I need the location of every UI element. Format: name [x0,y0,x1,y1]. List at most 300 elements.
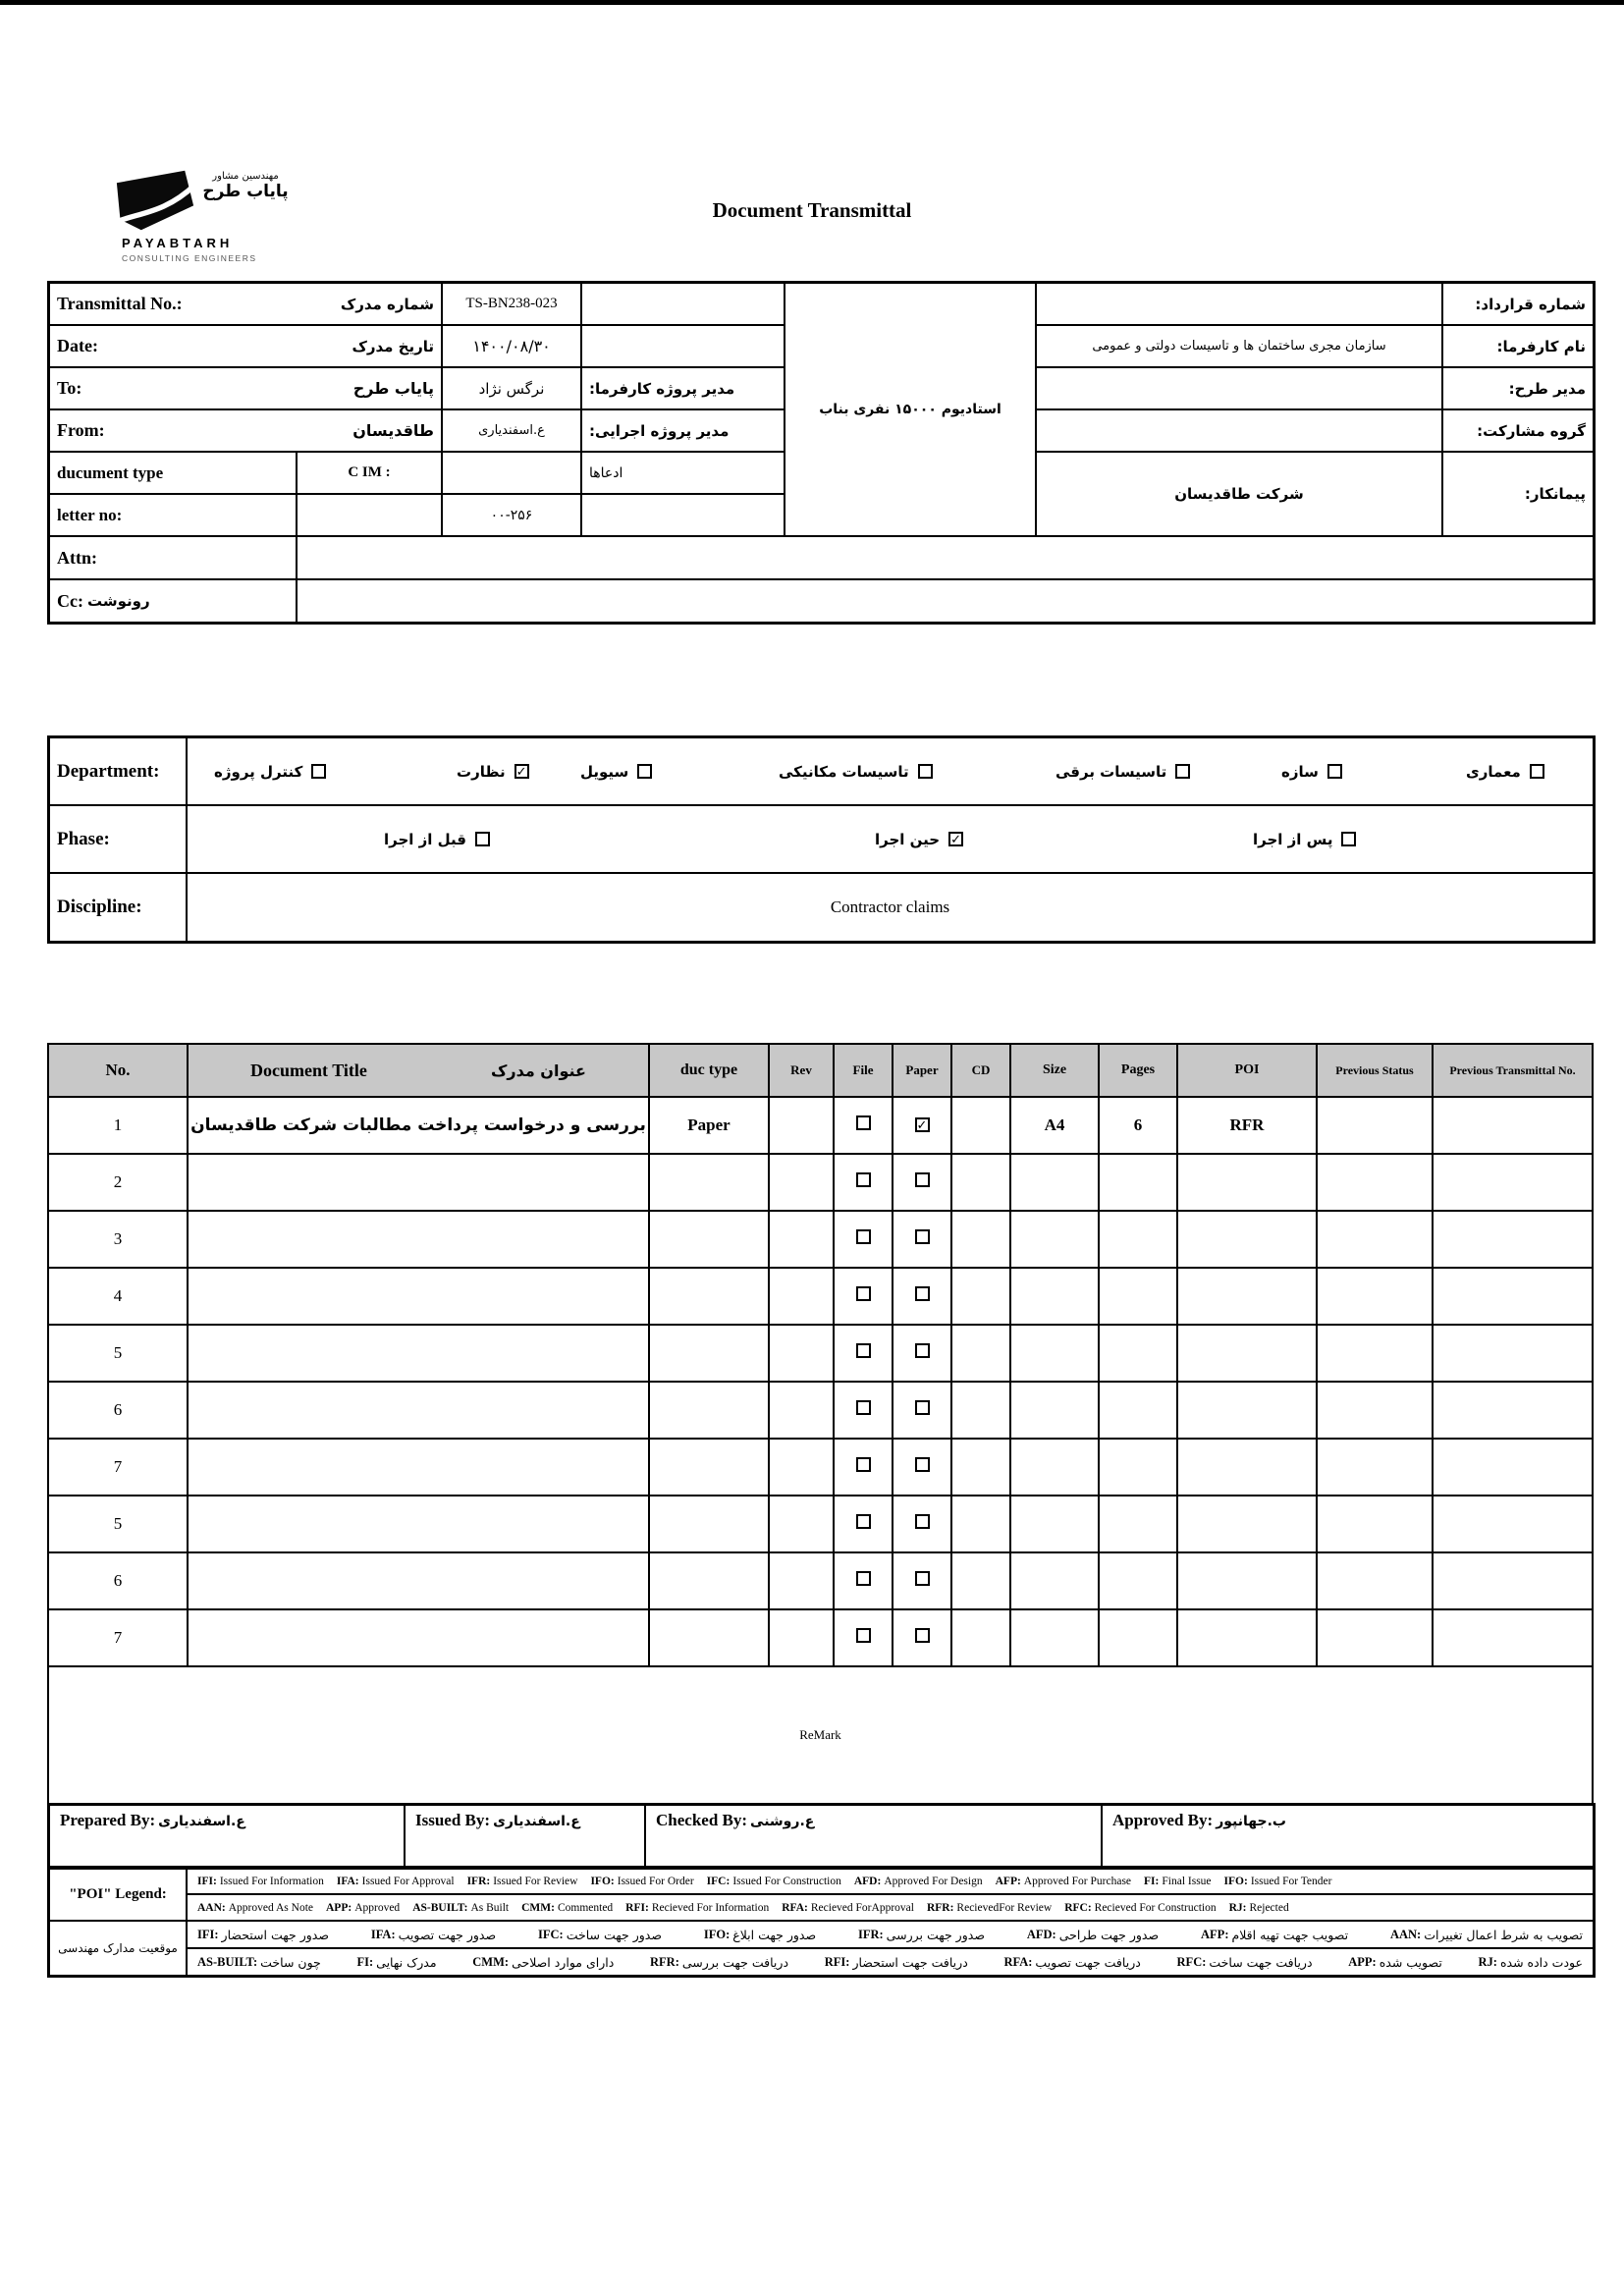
legend-code: RFA: [1003,1954,1033,1969]
prepared-by-cell [49,1805,405,1868]
header-pages: Pages [1099,1044,1177,1097]
transmittal-info-table [47,281,1596,625]
checked-by-cell [645,1805,1102,1868]
cell-no: 4 [48,1268,188,1325]
checked-by-label: Checked By: [656,1811,748,1829]
cell-size [1010,1552,1099,1609]
attn-value-cell [297,536,1594,579]
legend-text: دارای موارد اصلاحی [512,1954,615,1970]
discipline-label-cell [49,873,187,942]
cell-previous-transmittal [1433,1154,1593,1211]
empty-cell [297,494,442,536]
from-value: طاقدیسان [352,421,434,440]
legend-item [782,1902,914,1914]
legend-text: تصویب شده [1379,1954,1442,1970]
cell-title [188,1154,649,1211]
legend-code: IFO: [590,1875,615,1887]
header-no: No. [48,1044,188,1097]
cell-title [188,1439,649,1496]
legend-fa-line2 [187,1948,1594,1976]
cell-poi [1177,1268,1317,1325]
legend-text: دریافت جهت بررسی [681,1954,789,1970]
legend-item [538,1928,662,1942]
contract-no-label: شماره قرارداد: [1475,295,1586,313]
doc-table-row [48,1211,1593,1268]
doc-table-row [48,1325,1593,1382]
discipline-value-cell [187,873,1594,942]
cell-poi [1177,1382,1317,1439]
cell-title [188,1496,649,1552]
cell-title: بررسی و درخواست پرداخت مطالبات شرکت طاقدیسان [188,1097,649,1154]
cell-cd [951,1097,1010,1154]
checkbox-item-before-execution [384,806,490,872]
cell-no: 5 [48,1325,188,1382]
cell-previous-status [1317,1382,1433,1439]
checkbox-label: کنترل پروژه [214,762,303,781]
doc-table-header-row [48,1044,1593,1097]
cell-paper [893,1154,951,1211]
checkbox-label: پس از اجرا [1253,830,1333,848]
cell-rev [769,1609,834,1666]
checkbox-item-during-execution [875,806,963,872]
checked-checkbox-icon: ✓ [948,832,963,846]
doc-table-row [48,1268,1593,1325]
legend-section [47,1866,1596,1978]
checkbox-item-project-control [214,738,326,804]
cell-file [834,1439,893,1496]
attn-label: Attn: [57,547,97,568]
cell-duc-type: Paper [649,1097,769,1154]
cell-file [834,1211,893,1268]
signature-section [47,1803,1596,1870]
cell-duc-type [649,1609,769,1666]
cell-size [1010,1382,1099,1439]
contractor-value-cell [1036,452,1442,536]
cell-duc-type [649,1439,769,1496]
cell-no: 7 [48,1439,188,1496]
cell-previous-status [1317,1496,1433,1552]
legend-item [1201,1928,1348,1942]
cell-size [1010,1609,1099,1666]
legend-item [197,1902,313,1914]
cell-cd [951,1154,1010,1211]
header-duc-type: duc type [649,1044,769,1097]
checkbox-label: نظارت [457,762,506,781]
legend-text: Issued For Order [617,1875,694,1887]
header-paper: Paper [893,1044,951,1097]
empty-cell [581,325,785,367]
phase-label: Phase: [57,828,110,849]
transmittal-no-value: TS-BN238-023 [442,283,581,325]
cell-cd [951,1439,1010,1496]
legend-text: Issued For Construction [732,1875,841,1887]
cell-rev [769,1439,834,1496]
legend-code: RFC: [1176,1954,1207,1969]
legend-code: CMM: [472,1954,510,1969]
legend-code: RFR: [926,1901,954,1914]
cell-size [1010,1211,1099,1268]
legend-text: صدور جهت بررسی [886,1927,985,1942]
legend-item [825,1955,968,1970]
legend-en-line1 [187,1868,1594,1894]
legend-text: عودت داده شده [1499,1954,1583,1970]
cell-poi [1177,1609,1317,1666]
cell-duc-type [649,1268,769,1325]
legend-code: IFO: [1223,1875,1248,1887]
doc-table-row [48,1552,1593,1609]
doc-table-body [48,1097,1593,1666]
legend-text: دریافت جهت تصویب [1035,1954,1141,1970]
legend-item [1177,1955,1313,1970]
legend-item [1144,1876,1212,1887]
client-pm-label-cell [581,367,785,409]
cell-previous-transmittal [1433,1268,1593,1325]
legend-en-line2 [187,1894,1594,1921]
cell-file [834,1609,893,1666]
legend-code: IFC: [706,1875,731,1887]
cell-previous-transmittal [1433,1439,1593,1496]
legend-code: IFI: [197,1875,217,1887]
legend-text: دریافت جهت استحضار [852,1954,968,1970]
cell-previous-status [1317,1097,1433,1154]
from-person-cell [442,409,581,452]
issued-by-name: ع.اسفندیاری [493,1814,580,1829]
cell-title [188,1382,649,1439]
legend-fa-line1 [187,1921,1594,1948]
document-list-table [47,1043,1594,1805]
cell-size: A4 [1010,1097,1099,1154]
legend-item [650,1955,788,1970]
legend-item [412,1902,509,1914]
date-value-cell [442,325,581,367]
cell-rev [769,1268,834,1325]
cell-no: 6 [48,1552,188,1609]
legend-code: RFI: [824,1954,850,1969]
doc-table-row [48,1609,1593,1666]
partnership-group-label-cell [1442,409,1594,452]
unchecked-checkbox-icon [915,1628,930,1643]
letter-no-label-cell [49,494,297,536]
cell-duc-type [649,1325,769,1382]
from-cell [49,409,442,452]
partnership-group-value [1036,409,1442,452]
cell-previous-status [1317,1552,1433,1609]
remark-label: ReMark [799,1727,841,1742]
unchecked-checkbox-icon [915,1172,930,1187]
unchecked-checkbox-icon [856,1400,871,1415]
legend-code: IFA: [370,1927,396,1941]
logo-latin-subtitle: CONSULTING ENGINEERS [122,253,257,263]
cell-previous-transmittal [1433,1552,1593,1609]
cell-no: 5 [48,1496,188,1552]
date-value: ۱۴۰۰/۰۸/۳۰ [472,337,551,355]
legend-text: Issued For Tender [1250,1875,1332,1887]
legend-item [1224,1876,1332,1887]
legend-code: AS-BUILT: [412,1901,468,1914]
cell-previous-status [1317,1439,1433,1496]
cell-previous-status [1317,1211,1433,1268]
prepared-by-name: ع.اسفندیاری [158,1814,245,1829]
doc-type-value-fa-cell [581,452,785,494]
legend-item [197,1928,329,1942]
checkbox-item-supervision [457,738,529,804]
legend-item [1003,1955,1140,1970]
legend-item [927,1902,1052,1914]
legend-code: RFC: [1064,1901,1092,1914]
legend-text: Recieved For Construction [1094,1901,1217,1914]
unchecked-checkbox-icon [915,1514,930,1529]
checkbox-label: سازه [1281,762,1319,781]
date-label: Date: [57,336,98,355]
unchecked-checkbox-icon [856,1628,871,1643]
checkbox-label: تاسیسات برقی [1056,762,1167,781]
cell-paper [893,1097,951,1154]
cell-no: 7 [48,1609,188,1666]
checked-checkbox-icon: ✓ [915,1117,930,1132]
from-person: ع.اسفندیاری [478,423,545,438]
cell-cd [951,1325,1010,1382]
legend-item [1390,1928,1583,1942]
legend-text: صدور جهت استحضار [221,1927,329,1942]
legend-text: RecievedFor Review [956,1901,1053,1914]
contract-no-label-cell [1442,283,1594,325]
doc-table-remark [48,1666,1593,1804]
unchecked-checkbox-icon [915,1571,930,1586]
client-label: نام کارفرما: [1496,337,1586,355]
page-title: Document Transmittal [712,198,912,222]
cell-duc-type [649,1211,769,1268]
attn-label-cell [49,536,297,579]
contractor-value: شرکت طاقدیسان [1174,485,1304,503]
legend-code: APP: [1348,1954,1377,1969]
unchecked-checkbox-icon [1175,764,1190,779]
legend-text: Issued For Review [493,1875,578,1887]
unchecked-checkbox-icon [856,1115,871,1130]
legend-item [625,1902,769,1914]
cell-title [188,1211,649,1268]
discipline-label: Discipline: [57,897,142,917]
cell-no: 6 [48,1382,188,1439]
header-title-en: Document Title [250,1060,367,1080]
poi-legend-label: "POI" Legend: [49,1868,187,1921]
legend-item [858,1928,985,1942]
legend-code: AFP: [1201,1927,1229,1941]
cell-size [1010,1268,1099,1325]
empty-cell [581,283,785,325]
legend-item [521,1902,613,1914]
date-label-fa: تاریخ مدرک [352,337,434,355]
header-document-title [188,1044,649,1097]
doc-type-label-cell [49,452,297,494]
unchecked-checkbox-icon [311,764,326,779]
checkbox-label: قبل از اجرا [384,830,466,848]
doc-table-row [48,1097,1593,1154]
unchecked-checkbox-icon [856,1514,871,1529]
transmittal-no-cell [49,283,442,325]
client-value: سازمان مجری ساختمان ها و تاسیسات دولتی و عمومی [1092,339,1386,354]
cell-pages [1099,1439,1177,1496]
discipline-value: Contractor claims [830,898,950,916]
cell-rev [769,1552,834,1609]
cell-pages [1099,1211,1177,1268]
header-previous-transmittal: Previous Transmittal No. [1433,1044,1593,1097]
legend-item [590,1876,693,1887]
doc-type-value: C IM : [297,452,442,494]
cell-pages [1099,1552,1177,1609]
logo-persian-subtitle: مهندسین مشاور [212,171,279,182]
checkbox-item-after-execution [1253,806,1356,872]
cell-no: 2 [48,1154,188,1211]
legend-code: CMM: [521,1901,555,1914]
legend-code: FI: [1144,1875,1160,1887]
transmittal-no-label-fa: شماره مدرک [340,295,434,313]
checked-checkbox-icon: ✓ [514,764,529,779]
approved-by-name: ب.جهانپور [1216,1814,1286,1829]
legend-text: چون ساخت [260,1954,321,1970]
design-manager-label-cell [1442,367,1594,409]
checkbox-label: حین اجرا [875,830,941,848]
unchecked-checkbox-icon [1530,764,1544,779]
logo-persian-name: پایاب طرح [202,182,289,201]
unchecked-checkbox-icon [1341,832,1356,846]
empty-cell [442,452,581,494]
to-value: پایاب طرح [352,379,434,398]
approved-by-label: Approved By: [1112,1811,1214,1829]
legend-text: As Built [470,1901,510,1914]
legend-item [1064,1902,1216,1914]
empty-cell [581,494,785,536]
to-person-cell [442,367,581,409]
design-manager-label: مدیر طرح: [1508,379,1586,398]
legend-item [1027,1928,1159,1942]
cell-paper [893,1609,951,1666]
cell-paper [893,1552,951,1609]
cell-no: 3 [48,1211,188,1268]
checkbox-label: سیویل [580,762,629,781]
legend-text: Recieved ForApproval [810,1901,914,1914]
legend-code: AAN: [1389,1927,1422,1941]
legend-code: IFR: [857,1927,884,1941]
cell-previous-transmittal [1433,1097,1593,1154]
legend-item [704,1928,816,1942]
legend-item [326,1902,400,1914]
contractor-label-cell [1442,452,1594,536]
header-rev: Rev [769,1044,834,1097]
checkbox-item-electrical-installations [1056,738,1190,804]
cell-no: 1 [48,1097,188,1154]
legend-code: AAN: [197,1901,226,1914]
doc-table-row [48,1439,1593,1496]
cell-paper [893,1268,951,1325]
cell-rev [769,1496,834,1552]
doc-table-row [48,1496,1593,1552]
legend-item [467,1876,578,1887]
cell-previous-transmittal [1433,1609,1593,1666]
legend-text: Issued For Approval [361,1875,455,1887]
cell-pages [1099,1268,1177,1325]
unchecked-checkbox-icon [1327,764,1342,779]
legend-code: RFI: [625,1901,649,1914]
cc-value-cell [297,579,1594,623]
unchecked-checkbox-icon [856,1571,871,1586]
cell-cd [951,1609,1010,1666]
cell-rev [769,1382,834,1439]
cell-cd [951,1496,1010,1552]
cell-title [188,1552,649,1609]
cell-cd [951,1268,1010,1325]
to-person: نرگس نژاد [478,379,545,398]
prepared-by-label: Prepared By: [60,1811,156,1829]
cell-rev [769,1325,834,1382]
header-previous-status: Previous Status [1317,1044,1433,1097]
cell-previous-status [1317,1325,1433,1382]
unchecked-checkbox-icon [856,1457,871,1472]
cell-title [188,1609,649,1666]
cell-pages: 6 [1099,1097,1177,1154]
legend-item [854,1876,983,1887]
legend-code: IFO: [703,1927,731,1941]
page-top-edge [0,0,1624,5]
legend-item [371,1928,496,1942]
unchecked-checkbox-icon [475,832,490,846]
doc-type-value-fa: ادعاها [589,464,623,481]
cell-duc-type [649,1382,769,1439]
cc-label-cell [49,579,297,623]
cell-previous-transmittal [1433,1211,1593,1268]
design-manager-value [1036,367,1442,409]
department-phase-table [47,735,1596,944]
cell-previous-transmittal [1433,1325,1593,1382]
cell-previous-status [1317,1154,1433,1211]
contractor-label: پیمانکار: [1524,485,1586,503]
phase-items [187,805,1594,873]
cell-rev [769,1097,834,1154]
department-label: Department: [57,760,160,782]
legend-code: RJ: [1228,1901,1247,1914]
unchecked-checkbox-icon [637,764,652,779]
checkbox-label: معماری [1466,762,1521,781]
unchecked-checkbox-icon [856,1343,871,1358]
legend-text: Rejected [1249,1901,1289,1914]
remark-cell [48,1666,1593,1804]
letter-no-label: letter no: [57,505,123,524]
checkbox-item-architecture [1466,738,1544,804]
legend-code: AFP: [995,1875,1021,1887]
legend-text: Approved As Note [228,1901,313,1914]
legend-code: APP: [326,1901,352,1914]
legend-text: Final Issue [1162,1875,1212,1887]
header-cd: CD [951,1044,1010,1097]
cell-duc-type [649,1552,769,1609]
legend-item [197,1876,324,1887]
cell-previous-status [1317,1609,1433,1666]
client-value-cell [1036,325,1442,367]
date-cell [49,325,442,367]
cell-paper [893,1382,951,1439]
cell-pages [1099,1496,1177,1552]
cell-duc-type [649,1496,769,1552]
phase-label-cell [49,805,187,873]
exec-pm-label-cell [581,409,785,452]
doc-table-row [48,1382,1593,1439]
cell-duc-type [649,1154,769,1211]
cell-previous-status [1317,1268,1433,1325]
unchecked-checkbox-icon [856,1229,871,1244]
cell-file [834,1496,893,1552]
legend-text: تصویب به شرط اعمال تغییرات [1424,1927,1583,1942]
legend-code: RJ: [1478,1954,1497,1969]
legend-code: RFR: [650,1954,679,1969]
